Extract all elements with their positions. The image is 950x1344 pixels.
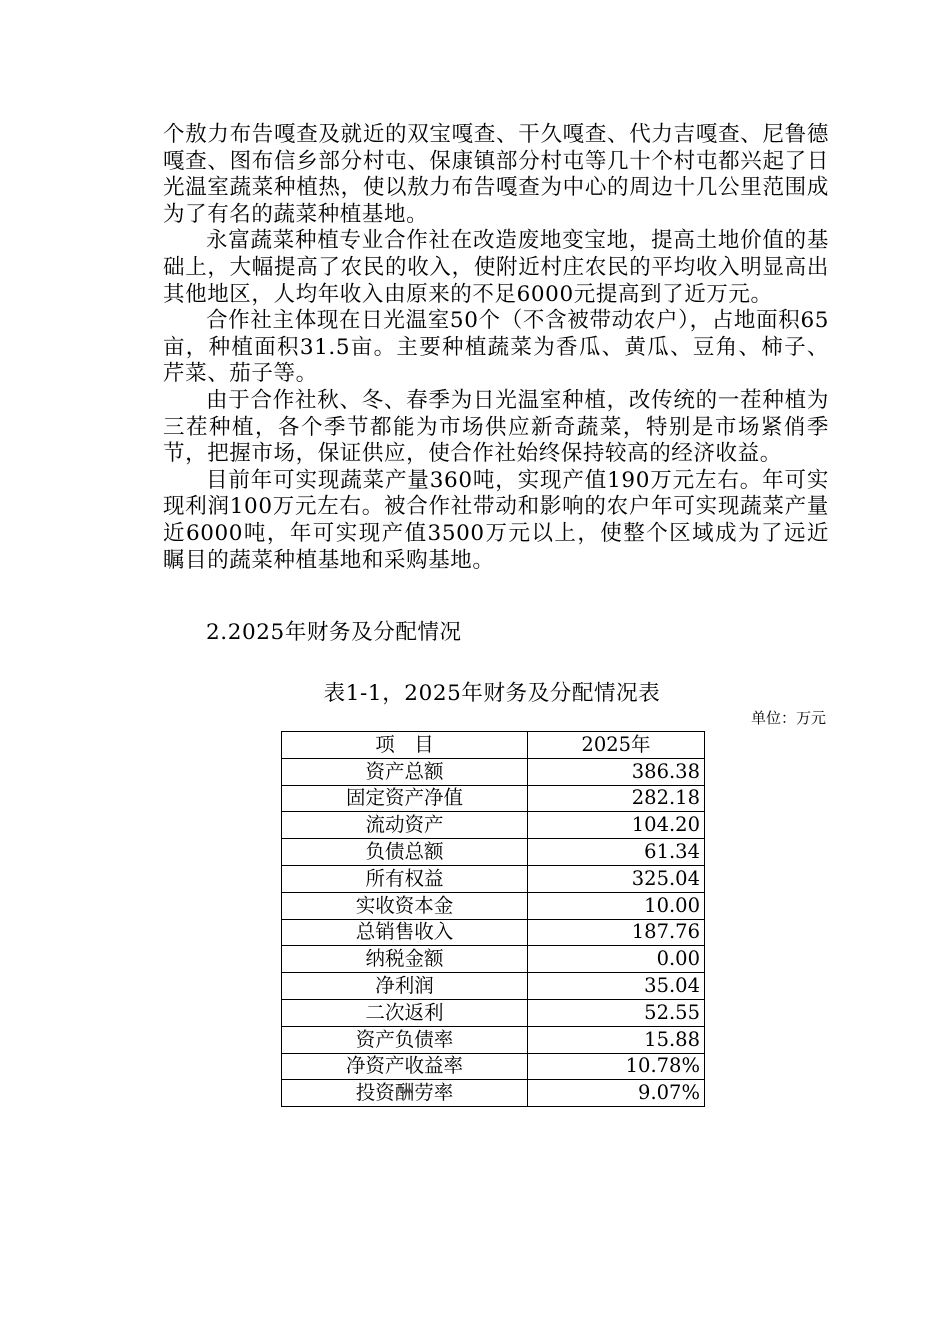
- table-row: [282, 785, 705, 812]
- table-caption: 表1-1，2025年财务及分配情况表: [323, 681, 661, 706]
- header-year: 2025年: [528, 732, 705, 759]
- paragraph-income: 永富蔬菜种植专业合作社在改造废地变宝地，提高土地价值的基础上，大幅提高了农民的收入，使附近村庄农民的平均收入明显高出其他地区，人均年收入由原来的不足6000元提高到了近万元。: [163, 228, 829, 307]
- table-unit-label: 单位：万元: [750, 709, 826, 727]
- row-item: 净利润: [282, 973, 528, 1000]
- row-item: 纳税金额: [282, 946, 528, 973]
- row-item: 实收资本金: [282, 892, 528, 919]
- table-row: [282, 999, 705, 1026]
- table-row: [282, 946, 705, 973]
- row-value: 35.04: [528, 973, 705, 1000]
- header-item: 项 目: [282, 732, 528, 759]
- paragraph-continuation: 个敖力布告嘎查及就近的双宝嘎查、干久嘎查、代力吉嘎查、尼鲁德嘎查、图布信乡部分村屯、保康镇部分村屯等几十个村屯都兴起了日光温室蔬菜种植热，使以敖力布告嘎查为中心的周边十几公里范围成为了有名的蔬菜种植基地。: [163, 122, 829, 227]
- row-item: 净资产收益率: [282, 1053, 528, 1080]
- paragraph-greenhouse: 合作社主体现在日光温室50个（不含被带动农户），占地面积65亩，种植面积31.5亩。主要种植蔬菜为香瓜、黄瓜、豆角、柿子、芹菜、茄子等。: [163, 308, 829, 387]
- table-row: [282, 919, 705, 946]
- row-value: 104.20: [528, 812, 705, 839]
- row-value: 325.04: [528, 865, 705, 892]
- table-row: [282, 973, 705, 1000]
- row-value: 187.76: [528, 919, 705, 946]
- row-value: 52.55: [528, 999, 705, 1026]
- table-row: [282, 1026, 705, 1053]
- paragraph-seasons: 由于合作社秋、冬、春季为日光温室种植，改传统的一茬种植为三茬种植，各个季节都能为市场供应新奇蔬菜，特别是市场紧俏季节，把握市场，保证供应，使合作社始终保持较高的经济收益。: [163, 387, 829, 467]
- table-row: [282, 839, 705, 866]
- row-value: 386.38: [528, 758, 705, 785]
- row-item: 固定资产净值: [282, 785, 528, 812]
- row-value: 15.88: [528, 1026, 705, 1053]
- row-value: 0.00: [528, 946, 705, 973]
- table-header-row: [282, 732, 705, 759]
- row-item: 流动资产: [282, 812, 528, 839]
- table-row: [282, 1080, 705, 1107]
- table-row: [282, 892, 705, 919]
- row-item: 投资酬劳率: [282, 1080, 528, 1107]
- row-item: 资产总额: [282, 758, 528, 785]
- row-value: 282.18: [528, 785, 705, 812]
- row-item: 负债总额: [282, 839, 528, 866]
- paragraph-output: 目前年可实现蔬菜产量360吨，实现产值190万元左右。年可实现利润100万元左右。被合作社带动和影响的农户年可实现蔬菜产量近6000吨，年可实现产值3500万元以上，使整个区域成为了远近瞩目的蔬菜种植基地和采购基地。: [163, 467, 829, 573]
- row-value: 61.34: [528, 839, 705, 866]
- finance-table: [281, 731, 705, 1107]
- row-value: 10.00: [528, 892, 705, 919]
- section-heading: 2.2025年财务及分配情况: [206, 620, 462, 645]
- row-item: 二次返利: [282, 999, 528, 1026]
- row-item: 总销售收入: [282, 919, 528, 946]
- table-row: [282, 812, 705, 839]
- table-row: [282, 865, 705, 892]
- body-text: [163, 122, 829, 574]
- table-row: [282, 1053, 705, 1080]
- row-value: 9.07%: [528, 1080, 705, 1107]
- row-item: 所有权益: [282, 865, 528, 892]
- row-item: 资产负债率: [282, 1026, 528, 1053]
- table-row: [282, 758, 705, 785]
- row-value: 10.78%: [528, 1053, 705, 1080]
